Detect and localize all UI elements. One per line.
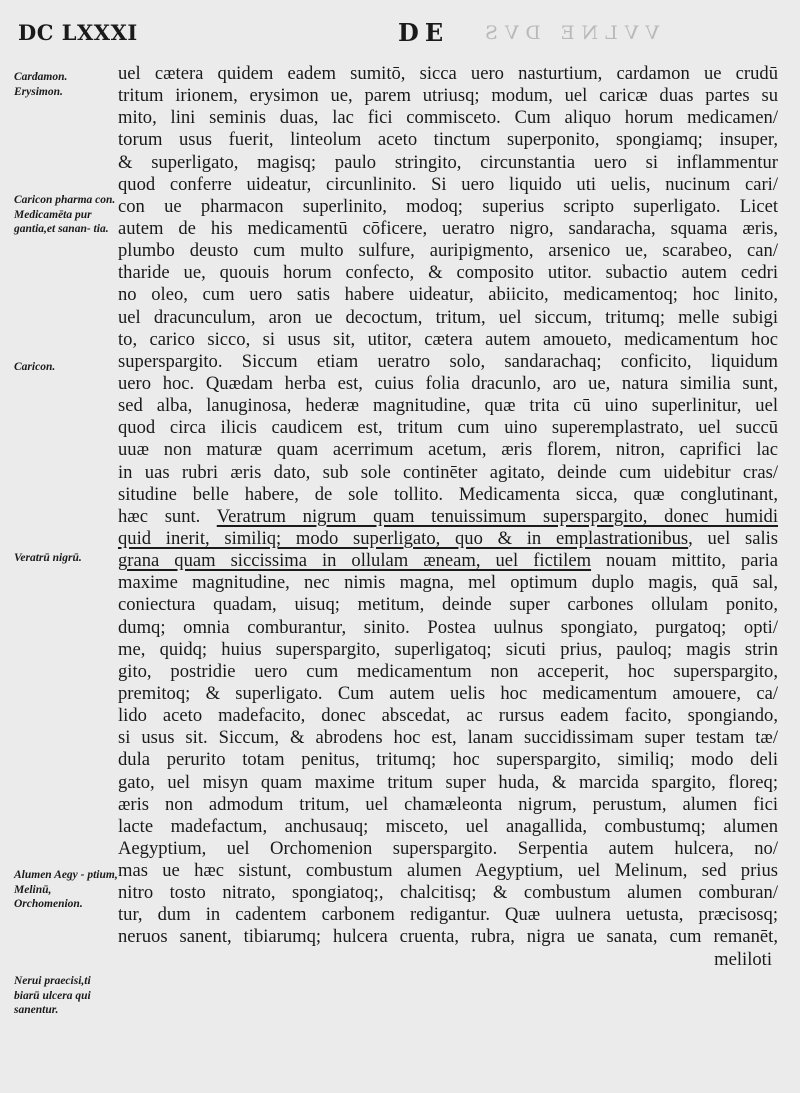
margin-note-caricon-pharmacon: Caricon pharma con. Medicamēta pur gantia,et sanan- tia. (14, 194, 116, 235)
text-line: sed alba, lanuginosa, hederæ magnitudine, quæ trita cū uino superlinitur, uel (118, 395, 778, 417)
text-line: Aegyptium, uel Orchomenion superspargito. Serpentia autem hulcera, no/ (118, 837, 778, 859)
text-line: uel dracunculum, aron ue decoctum, tritum, uel siccum, tritumq; melle subigi (118, 306, 778, 328)
text-line: coniectura quadam, uisuq; metitum, deinde super carbones ollulam ponito, (118, 594, 778, 616)
underlined-phrase: quid inerit, similiq; modo superligato, quo & in emplastrationibus (118, 527, 689, 549)
text-line: quod circa ilicis caudicem est, tritum cum uino superemplastrato, uel succū (118, 417, 778, 439)
text-line: uuæ non maturæ quam acerrimum acetum, æris florem, nitron, caprifici lac (118, 439, 778, 461)
page-header (0, 0, 800, 50)
text-line: tritum irionem, erysimon ue, parem utriusq; modum, uel caricæ duas partes su (118, 85, 778, 107)
margin-note-cardamon: Cardamon. Erysimon. (14, 71, 68, 98)
text-line: æris non admodum tritum, uel chamæleonta nigrum, perustum, alumen fici (118, 793, 778, 815)
text-line: to, carico sicco, si usus sit, utitor, cætera autem amoueto, medicamentum hoc (118, 328, 778, 350)
text-line: mas ue hæc sistunt, combustum alumen Aegyptium, uel Melinum, sed prius (118, 860, 778, 882)
text-line: si usus sit. Siccum, & abrodens hoc est, lanam succidissimam super testam tæ/ (118, 727, 778, 749)
margin-note-alumen: Alumen Aegy - ptium, Melinū, Orchomenion. (14, 869, 118, 910)
text-line: quod conferre uideatur, circunlinito. Si uero liquido uti uelis, nucinum cari/ (118, 173, 778, 195)
text-line-underlined: quid inerit, similiq; modo superligato, quo & in emplastrationibus, uel salis (118, 527, 778, 549)
text-line: torum usus fuerit, linteolum aceto tinctum superponito, spongiamq; insuper, (118, 129, 778, 151)
body-text (118, 63, 778, 971)
underlined-phrase: Veratrum nigrum quam tenuissimum superspargito, donec humidi (216, 505, 778, 527)
margin-note-nerui: Nerui praecisi,ti biarū ulcera qui sanentur. (14, 975, 91, 1016)
text-line: con ue pharmacon superlinito, modoq; superius scripto superligato. Licet (118, 195, 778, 217)
text-line: neruos sanent, tibiarumq; hulcera cruenta, rubra, nigra ue sanata, cum remanēt, (118, 926, 778, 948)
running-title: DE (398, 18, 450, 47)
text-line: me, quidq; huius superspargito, superligatoq; sicuti prius, pauloq; magis strin (118, 638, 778, 660)
text-line: mito, lini seminis duas, lac fici commisceto. Cum aliquo horum medicamen/ (118, 107, 778, 129)
margin-notes (0, 0, 116, 1093)
text-line: lacte madefactum, anchusauq; misceto, uel anagallida, combustumq; alumen (118, 815, 778, 837)
text-line: lido aceto madefacito, donec abscedat, ac rursus eadem facito, spongiando, (118, 705, 778, 727)
text-line: superspargito. Siccum etiam ueratro solo, sandarachaq; conficito, liquidum (118, 350, 778, 372)
margin-note-veratrum: Veratrū nigrū. (14, 552, 82, 564)
text-line: uero hoc. Quædam herba est, cuius folia dracunlo, aro ue, natura similia sunt, (118, 372, 778, 394)
text-line: dula perurito totam penitus, tritumq; hoc superspargito, similiq; modo deli (118, 749, 778, 771)
text-line-underlined: grana quam siccissima in ollulam æneam, uel fictilem nouam mittito, paria (118, 550, 778, 572)
margin-note-caricon: Caricon. (14, 361, 56, 373)
text-line: & superligato, magisq; paulo stringito, circunstantia uero si inflammentur (118, 151, 778, 173)
text-line: gato, uel misyn quam maxime tritum super huda, & marcida spargito, floreq; (118, 771, 778, 793)
text-line: maxime magnitudine, nec nimis magna, mel optimum duplo magis, quā sal, (118, 572, 778, 594)
text-line: uel cætera quidem eadem sumitō, sicca uero nasturtium, cardamon ue crudū (118, 63, 778, 84)
text-line: tharide ue, quouis horum confecto, & composito utitor. subactio autem cedri (118, 262, 778, 284)
text-line: nitro tosto nitrato, spongiatoq;, chalcitisq; & combustum alumen comburan/ (118, 882, 778, 904)
text-line: tur, dum in cadentem carbonem redigantur. Quæ uulnera uetusta, præcisosq; (118, 904, 778, 926)
text-line: autem de his medicamentū cōficere, ueratro nigro, sandaracha, squama æris, (118, 217, 778, 239)
catchword: meliloti (714, 948, 772, 970)
text-line: dumq; omnia comburantur, sinito. Postea uulnus spongiato, purgatoq; opti/ (118, 616, 778, 638)
text-line: no oleo, cum uero satis habere uideatur, abiicito, medicamentoq; hoc linito, (118, 284, 778, 306)
bleed-through-text: VVLNE DVS (478, 22, 660, 44)
text-line: plumbo deusto cum multo sulfure, auripigmento, arsenico ue, scarabeo, can/ (118, 240, 778, 262)
text-line: gito, postridie uero cum medicamentum non acceperit, hoc superspargito, (118, 660, 778, 682)
text-line: in uas rubri æris dato, sub sole continēter agitato, deinde cum uidebitur cras/ (118, 461, 778, 483)
text-line: situdine belle habere, de sole tollito. Medicamenta sicca, quæ conglutinant, (118, 483, 778, 505)
text-line-underlined: hæc sunt. Veratrum nigrum quam tenuissimum superspargito, donec humidi (118, 505, 778, 527)
underlined-phrase: grana quam siccissima in ollulam æneam, uel fictilem (118, 550, 592, 572)
folio-number: DC LXXXI (18, 20, 138, 45)
text-line: premitoq; & superligato. Cum autem uelis hoc medicamentum amouere, ca/ (118, 682, 778, 704)
